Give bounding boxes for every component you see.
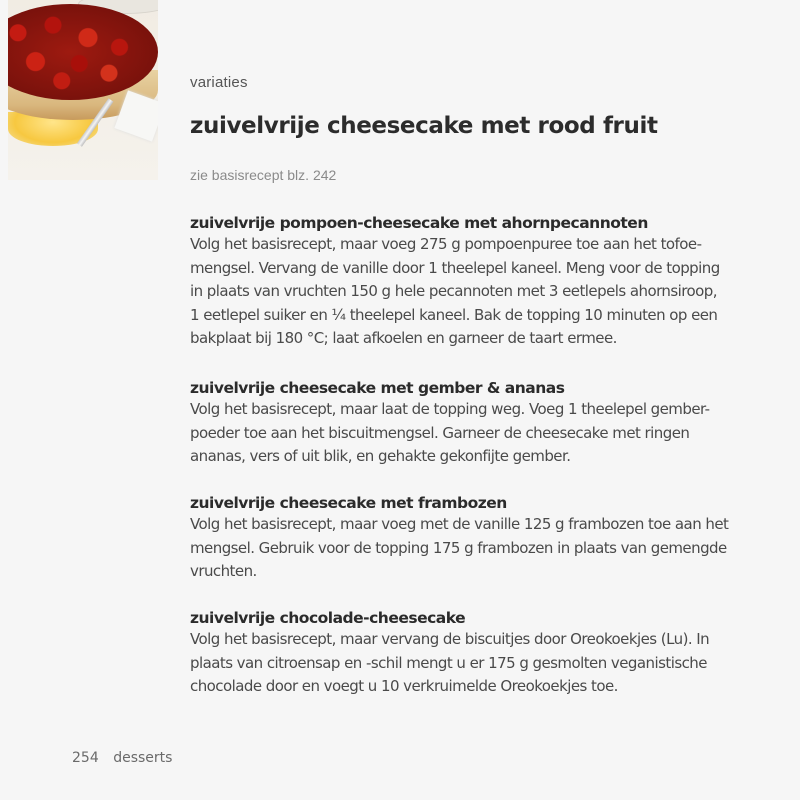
page-number: 254 (72, 750, 99, 766)
body-line: bakplaat bij 180 °C; laat afkoelen en garneer de taart ermee. (190, 329, 617, 347)
body-line: chocolade door en voegt u 10 verkruimelde Oreokoekjes toe. (190, 677, 618, 695)
variation-body (190, 233, 735, 351)
body-line: ananas, vers of uit blik, en gehakte gekonfijte gember. (190, 447, 571, 465)
body-line: Volg het basisrecept, maar vervang de biscuitjes door Oreokoekjes (Lu). In (190, 630, 710, 648)
page-footer (72, 750, 172, 766)
body-line: Volg het basisrecept, maar voeg met de vanille 125 g frambozen toe aan het (190, 515, 729, 533)
chapter-name: desserts (113, 750, 173, 766)
variation-chocolate (190, 608, 735, 699)
page-title: zuivelvrije cheesecake met rood fruit (190, 113, 658, 139)
variation-title: zuivelvrije pompoen-cheesecake met ahornpecannoten (190, 214, 648, 232)
variation-title: zuivelvrije cheesecake met frambozen (190, 494, 507, 512)
variation-raspberry (190, 493, 735, 584)
variation-body (190, 398, 735, 469)
body-line: poeder toe aan het biscuitmengsel. Garneer de cheesecake met ringen (190, 423, 690, 442)
body-line: Volg het basisrecept, maar laat de topping weg. Voeg 1 theelepel gember- (190, 400, 710, 418)
body-line: in plaats van vruchten 150 g hele pecannoten met 3 eetlepels ahornsiroop, (190, 282, 718, 300)
body-line: plaats van citroensap en -schil mengt u er 175 g gesmolten veganistische (190, 653, 707, 672)
cheesecake-photo (8, 0, 158, 180)
variation-pumpkin (190, 213, 735, 351)
section-label: variaties (190, 74, 248, 91)
body-line: Volg het basisrecept, maar voeg 275 g pompoenpuree toe aan het tofoe- (190, 235, 702, 253)
variation-title: zuivelvrije cheesecake met gember & ananas (190, 379, 565, 397)
variation-body (190, 513, 735, 584)
base-recipe-reference: zie basisrecept blz. 242 (190, 167, 337, 183)
body-line: vruchten. (190, 562, 257, 580)
variation-title: zuivelvrije chocolade-cheesecake (190, 609, 466, 627)
body-line: mengsel. Gebruik voor de topping 175 g frambozen in plaats van gemengde (190, 538, 727, 557)
body-line: mengsel. Vervang de vanille door 1 theelepel kaneel. Meng voor de topping (190, 258, 720, 277)
variation-ginger-pineapple (190, 378, 735, 469)
variation-body (190, 628, 735, 699)
body-line: 1 eetlepel suiker en ¼ theelepel kaneel. Bak de topping 10 minuten op een (190, 305, 718, 324)
